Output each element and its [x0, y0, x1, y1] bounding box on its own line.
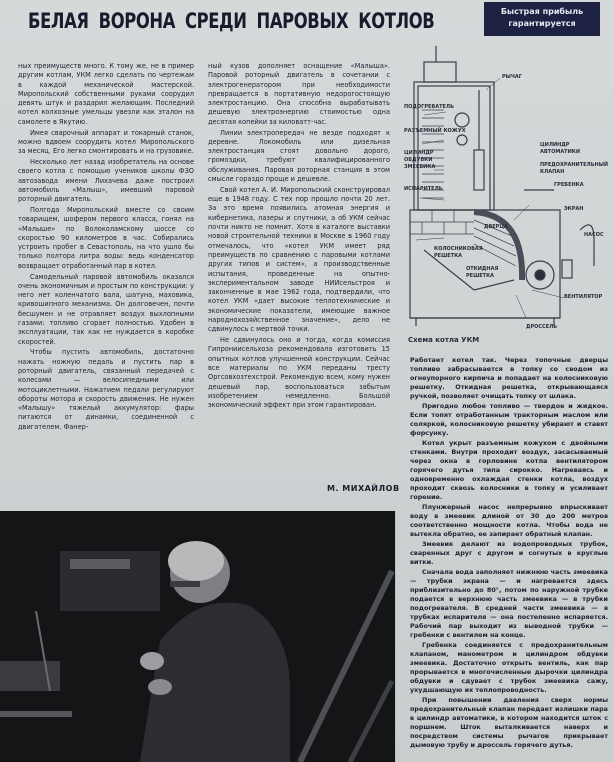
- label-fan: ВЕНТИЛЯТОР: [564, 294, 603, 300]
- paragraph: Чтобы пустить автомобиль, достаточно нажать ножную педаль и пустить пар в роторный двигатель, связанный передачей с колесами — велосипедными или мотоциклетными. Нажатием педали регулируют обороты мотора и скорость движения. Не нужен «Малышу» тяжелый аккумулятор: фары питаются от динамки, соединенной с двигателем. Фанер-: [18, 348, 194, 431]
- label-auto-cylinder-2: АВТОМАТИКИ: [540, 149, 581, 155]
- boiler-diagram: [404, 40, 614, 330]
- badge-line-2: гарантируется: [508, 19, 576, 28]
- paragraph: Плунжерный насос непрерывно впрыскивает воду в змеевик длиной от 30 до 200 метров соответственно мощности котла. Чтобы вода не вытекла обратно, ее запирает обратный клапан.: [410, 503, 608, 538]
- paragraph: Работает котел так. Через топочные дверцы топливо забрасывается в топку со сводом из огнеупорного кирпича и попадает на колосниковую решетку. Откидная решетка, открывающаяся ручкой, позволяет очищать топку от шлака.: [410, 356, 608, 400]
- paragraph: ный кузов дополняет оснащение «Малыша». Паровой роторный двигатель в сочетании с электрогенератором при необходимости превращается в портативную недорогостоящую электростанцию. Она способна вырабатывать дешевую электроэнергию стоимостью одна десятая копейки за киловатт-час.: [208, 62, 390, 126]
- label-blow-cylinder-2: ОБДУВКИ: [404, 157, 433, 163]
- manometer-icon: [455, 113, 469, 127]
- paragraph: Змеевик делают из водопроводных трубок, сваренных друг с другом и согнутых в круглые витки.: [410, 540, 608, 566]
- label-comb: ГРЕБЕНКА: [554, 182, 584, 188]
- inventor-photo: [0, 511, 395, 762]
- paragraph: Несколько лет назад изобретатель на основе своего котла с помощью учеников школы ФЗО автозавода имени Лихачева даже построил автомобиль «Малыш», имевший паровой роторный двигатель.: [18, 157, 194, 204]
- label-lever: РЫЧАГ: [502, 74, 522, 80]
- label-door: ДВЕРЦА: [484, 224, 508, 230]
- label-safety-valve-2: КЛАПАН: [540, 169, 565, 175]
- paragraph: Самодельный паровой автомобиль оказался очень экономичным и простым по конструкции: у него нет коленчатого вала, шатуна, маховика, кривошипного механизма. Он долговечен, почти бесшумен и не отравляет воздух выхлопными газами: топливо сгорает полностью. Удобен в эксплуатации, так как не нуждается в коробке скоростей.: [18, 272, 194, 346]
- photo-edge: [395, 511, 396, 762]
- person-hands: [140, 652, 164, 670]
- label-preheater: ПОДОГРЕВАТЕЛЬ: [404, 104, 454, 110]
- article-title-wrap: [28, 9, 476, 33]
- chimney-cap: [424, 62, 456, 82]
- label-grate-2: РЕШЕТКА: [434, 253, 463, 259]
- label-safety-valve-1: ПРЕДОХРАНИТЕЛЬНЫЙ: [540, 162, 609, 168]
- label-throttle: ДРОССЕЛЬ: [526, 324, 558, 330]
- badge-line-1: Быстрая прибыль: [500, 7, 584, 16]
- label-blow-cylinder-3: ЗМЕЕВИКА: [404, 164, 436, 170]
- paragraph: При повышении давления сверх нормы предохранительный клапан передает излишки пара в цилиндр автоматики, в котором находится шток с поршнем. Шток выталкивается наверх и посредством системы рычагов прикрывает дымовую трубу и дроссель горячего дутья.: [410, 696, 608, 749]
- paragraph: Полгода Миропольский вместе со своим товарищем, шофером первого класса, гонял на «Малыше» по Волоколамскому шоссе со скоростью 90 километров в час. Собирались устроить пробег в Севастополь, на что ушло бы только полтора литра воды: ведь конденсатор возвращает отработанный пар в котел.: [18, 205, 194, 270]
- paragraph: Имея сварочный аппарат и токарный станок, можно вдвоем соорудить котел Миропольского за месяц. Его легко смонтировать и на грузовике.: [18, 128, 194, 156]
- label-screen: ЭКРАН: [564, 206, 584, 212]
- paragraph: Пригодно любое топливо — твердое и жидкое. Если топят отработанным тракторным маслом или соляркой, колосниковую решетку убирают и ставят форсунку.: [410, 402, 608, 437]
- article-title: БЕЛАЯ ВОРОНА СРЕДИ ПАРОВЫХ КОТЛОВ: [28, 9, 435, 33]
- text-column-1: [18, 62, 194, 508]
- author-signature: М. МИХАЙЛОВ: [327, 484, 400, 493]
- diagram-caption: Схема котла УКМ: [408, 336, 480, 344]
- label-casing: РАЗЪЕМНЫЙ КОЖУХ: [404, 128, 466, 134]
- photo-svg: [0, 511, 395, 762]
- section-badge: [484, 2, 600, 36]
- paragraph: Гребенка соединяется с предохранительным клапаном, манометром и цилиндром обдувки змеевика. Достаточно открыть вентиль, как пар прорывается в многочисленные дырочки цилиндра обдувки и сдувает с трубок змеевика сажу, ухудшающую их теплопроводность.: [410, 641, 608, 694]
- label-grate-1: КОЛОСНИКОВАЯ: [434, 246, 483, 252]
- label-evaporator: ИСПАРИТЕЛЬ: [404, 186, 443, 192]
- text-column-3: [410, 356, 608, 760]
- label-blow-cylinder-1: ЦИЛИНДР: [404, 150, 434, 156]
- paragraph: Свой котел А. И. Миропольский сконструировал еще в 1948 году. С тех пор прошло почти 20 лет. За это время появились атомная энергия и кибернетика, лазеры и спутники, а об УКМ сейчас почти никто не помнит. Хотя в каталоге выставки новой строительной техники в Москве в 1960 году отмечалось, что «котел УКМ имеет ряд преимуществ по сравнению с паровыми котлами других типов и систем», а производственные испытания, проведенные на опытно-экспериментальном заводе НИИсельстроя и законченные в мае 1962 года, подтвердили, что котел УКМ «дает высокие теплотехнические и экономические показатели, имеющие важное народнохозяйственное значение», дело не сдвинулось с мертвой точки.: [208, 185, 390, 334]
- label-pump: НАСОС: [584, 232, 604, 238]
- paragraph: Линии электропередач не везде подходят к деревне. Локомобиль или дизельная электростанция стоят довольно дорого, громоздки, требуют квалифицированного обслуживания. Паровая роторная станция в этом смысле гораздо проще и дешевле.: [208, 128, 390, 184]
- text-column-2: [208, 62, 390, 474]
- paragraph: ных преимуществ много. К тому же, не в пример другим котлам, УКМ легко сделать по чертежам в каждой механической мастерской. Миропольский собственными руками соорудил девять штук и раздарил желающим. Последний котел колхозные умельцы увезли как эталон на самолете в Якутию.: [18, 62, 194, 126]
- boiler-diagram-svg: [404, 40, 614, 330]
- label-fold-grate-2: РЕШЕТКА: [466, 273, 495, 279]
- paragraph: Не сдвинулось оно и тогда, когда комиссия Гипрониисельхоза рекомендовала изготовить 15 опытных котлов улучшенной конструкции. Сейчас все материалы по УКМ переданы тресту Оргсовхозтехстрой. Рекомендую всем, кому нужен дешевый пар, воспользоваться забытым изобретением немедленно. Большой экономический эффект при этом гарантирован.: [208, 336, 390, 410]
- paragraph: Сначала вода заполняет нижнюю часть змеевика — трубки экрана — и нагревается здесь приблизительно до 80°, потом по наружной трубке подается в верхнюю часть змеевика — в трубки подогревателя. В средней части змеевика — в трубках испарителя — она постепенно испаряется. Рабочий пар выходит из выводной трубки — гребенки с вентилем на конце.: [410, 568, 608, 639]
- label-fold-grate-1: ОТКИДНАЯ: [466, 266, 499, 272]
- paragraph: Котел укрыт разъемным кожухом с двойными стенками. Внутри проходит воздух, засасываемый через окна в горловине котла вентилятором горячего дутья типа сирокко. Нагреваясь и одновременно охлаждая стенки котла, воздух проходит сквозь колосники в топку и усиливает горение.: [410, 439, 608, 501]
- label-auto-cylinder-1: ЦИЛИНДР: [540, 142, 570, 148]
- automation-cylinder: [474, 150, 484, 190]
